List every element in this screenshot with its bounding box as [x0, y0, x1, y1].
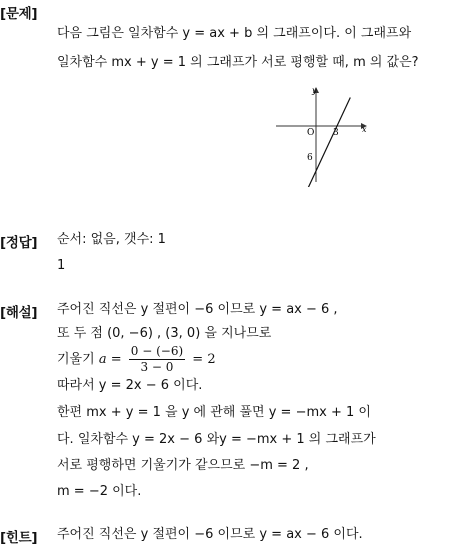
slope-result: = 2 [192, 352, 216, 367]
x-intercept-label: 3 [333, 128, 339, 138]
solution-line-4: 따라서 y = 2x − 6 이다. [57, 378, 203, 393]
y-intercept-label: 6 [307, 153, 313, 163]
slope-fraction [129, 344, 185, 375]
answer-value: 1 [57, 258, 66, 273]
y-axis-label: y [312, 86, 317, 95]
slope-numerator: 0 − (−6) [130, 344, 184, 358]
x-axis-label: x [362, 125, 367, 134]
solution-line-5: 한편 mx + y = 1 을 y 에 관해 풀면 y = −mx + 1 이 [57, 405, 371, 420]
problem-tag: [문제] [0, 6, 38, 22]
slope-var: a [98, 352, 107, 367]
origin-label: O [307, 128, 315, 138]
solution-line-2: 또 두 점 (0, −6) , (3, 0) 을 지나므로 [57, 326, 272, 341]
hint-line: 주어진 직선은 y 절편이 −6 이므로 y = ax − 6 이다. [57, 527, 363, 542]
solution-line-3: 기울기 a = $\frac{0 - (-6)}{3 - 0}$ = 2 [57, 344, 216, 374]
hint-tag: [힌트] [0, 530, 38, 546]
problem-graph [270, 82, 380, 187]
slope-denominator: 3 − 0 [140, 360, 174, 374]
solution-line-1: 주어진 직선은 y 절편이 −6 이므로 y = ax − 6 , [57, 302, 338, 317]
problem-line-1: 다음 그림은 일차함수 y = ax + b 의 그래프이다. 이 그래프와 [57, 26, 412, 41]
graph-line [305, 98, 351, 188]
solution-line-6: 다. 일차함수 y = 2x − 6 와y = −mx + 1 의 그래프가 [57, 432, 376, 447]
answer-meta: 순서: 없음, 갯수: 1 [57, 232, 166, 247]
solution-line-7: 서로 평행하면 기울기가 같으므로 −m = 2 , [57, 458, 309, 473]
solution-line-8: m = −2 이다. [57, 484, 142, 499]
answer-tag: [정답] [0, 235, 38, 251]
solution-tag: [해설] [0, 305, 38, 321]
problem-line-2: 일차함수 mx + y = 1 의 그래프가 서로 평행할 때, m 의 값은? [57, 55, 419, 70]
slope-prefix: 기울기 [57, 352, 95, 367]
